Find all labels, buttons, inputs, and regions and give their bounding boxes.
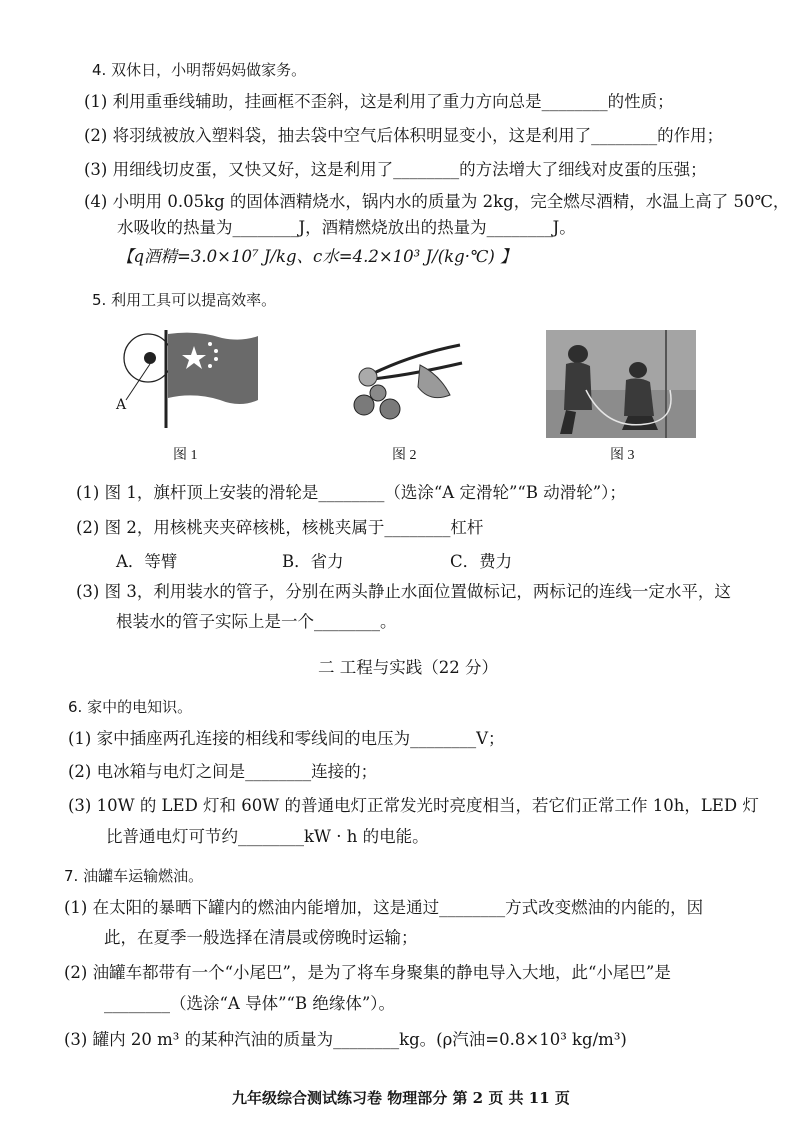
- q7-line-2: 此，在夏季一般选择在清晨或傍晚时运输；: [104, 928, 418, 947]
- q6-title: 6. 家中的电知识。: [68, 698, 193, 716]
- q5-option-b: B．省力: [282, 552, 344, 571]
- q6-line-2: (2) 电冰箱与电灯之间是________连接的；: [68, 762, 378, 781]
- q4-line-5: 水吸收的热量为________J，酒精燃烧放出的热量为________J。: [117, 218, 576, 237]
- q4-line-3: (3) 用细线切皮蛋，又快又好，这是利用了________的方法增大了细线对皮蛋的压强；: [84, 160, 707, 179]
- q6-line-1: (1) 家中插座两孔连接的相线和零线间的电压为________V；: [68, 729, 505, 748]
- q7-title: 7. 油罐车运输燃油。: [64, 867, 204, 885]
- figure-3-caption: 图 3: [610, 448, 635, 463]
- figure-1-flagpole-pulley: [112, 328, 262, 428]
- figure-2-caption: 图 2: [392, 448, 417, 463]
- page-footer: 九年级综合测试练习卷 物理部分 第 2 页 共 11 页: [232, 1089, 570, 1107]
- q6-line-3: (3) 10W 的 LED 灯和 60W 的普通电灯正常发光时亮度相当，若它们正常工作 10h，LED 灯: [68, 796, 759, 815]
- q5-option-a: A．等臂: [116, 552, 178, 571]
- q7-line-3: (2) 油罐车都带有一个“小尾巴”，是为了将车身聚集的静电导入大地，此“小尾巴”是: [64, 963, 671, 982]
- section-2-heading: 二 工程与实践（22 分）: [318, 658, 498, 677]
- q4-line-2: (2) 将羽绒被放入塑料袋，抽去袋中空气后体积明显变小，这是利用了________的作用；: [84, 126, 724, 145]
- figure-2-nutcracker: [350, 335, 480, 425]
- q4-line-1: (1) 利用重垂线辅助，挂画框不歪斜，这是利用了重力方向总是________的性质；: [84, 92, 674, 111]
- q4-formula: 【q酒精=3.0×10⁷ J/kg、c水=4.2×10³ J/(kg·℃) 】: [117, 247, 517, 266]
- q5-line-2: (2) 图 2，用核桃夹夹碎核桃，核桃夹属于________杠杆: [76, 518, 484, 537]
- q7-line-4: ________（选涂“A 导体”“B 绝缘体”）。: [104, 994, 396, 1013]
- q5-title: 5. 利用工具可以提高效率。: [92, 291, 277, 309]
- q4-line-4: (4) 小明用 0.05kg 的固体酒精烧水，锅内水的质量为 2kg，完全燃尽酒精，水温上高了 50℃，: [84, 192, 790, 211]
- figure-3-water-level-tube: [546, 330, 696, 438]
- figure-1-label-a: A: [116, 397, 127, 413]
- q4-title: 4. 双休日，小明帮妈妈做家务。: [92, 61, 307, 79]
- q5-line-3: (3) 图 3，利用装水的管子，分别在两头静止水面位置做标记，两标记的连线一定水平，这: [76, 582, 731, 601]
- q5-line-1: (1) 图 1，旗杆顶上安装的滑轮是________（选涂“A 定滑轮”“B 动滑轮”）；: [76, 483, 626, 502]
- q6-line-4: 比普通电灯可节约________kW · h 的电能。: [106, 827, 429, 846]
- q7-line-5: (3) 罐内 20 m³ 的某种汽油的质量为________kg。(ρ汽油=0.8×10³ kg/m³): [64, 1030, 627, 1049]
- q5-option-c: C．费力: [450, 552, 513, 571]
- figure-1-caption: 图 1: [173, 448, 198, 463]
- q5-line-4: 根装水的管子实际上是一个________。: [116, 612, 397, 631]
- q7-line-1: (1) 在太阳的暴晒下罐内的燃油内能增加，这是通过________方式改变燃油的内能的，因: [64, 898, 704, 917]
